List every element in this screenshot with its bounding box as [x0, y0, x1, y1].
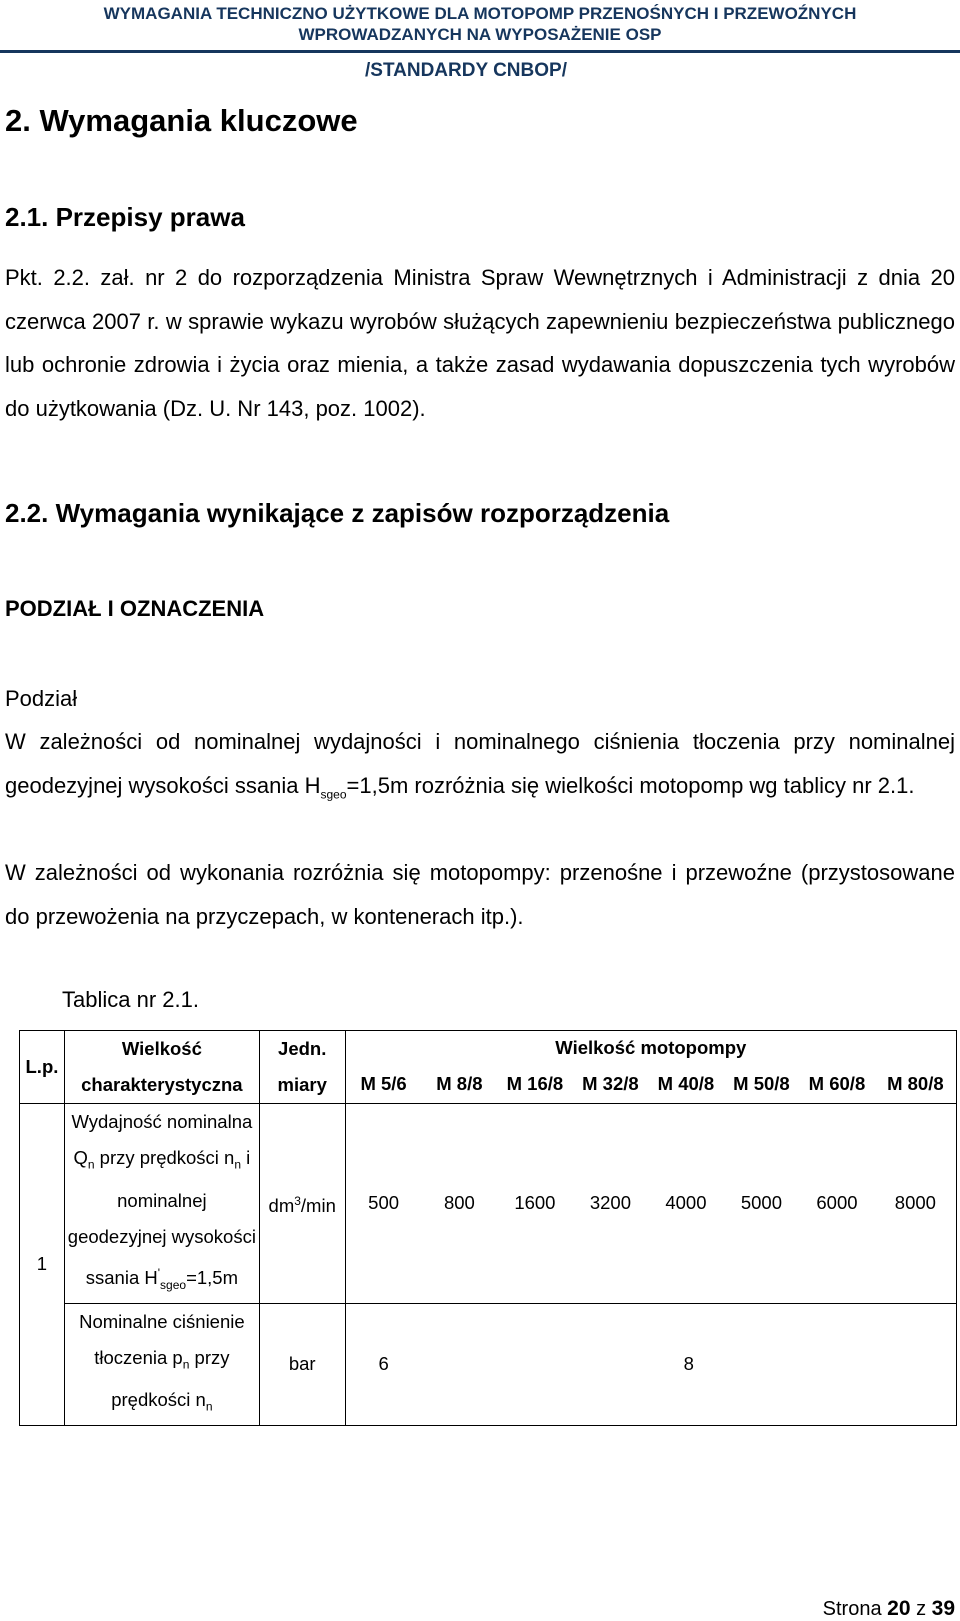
cell-capacity-value: 6000 — [799, 1104, 875, 1304]
pressure-label-b-sub: n — [205, 1399, 213, 1414]
capacity-label-c-sub: sgeo — [160, 1277, 187, 1292]
size-paragraph-text-b: =1,5m rozróżnia się wielkości motopomp wg tablicy nr 2.1. — [346, 772, 915, 798]
header-size-5: M 40/8 — [648, 1066, 724, 1104]
header-size-6: M 50/8 — [724, 1066, 800, 1104]
header-size-1: M 5/6 — [345, 1066, 422, 1104]
header-lp: L.p. — [20, 1031, 65, 1104]
size-paragraph — [5, 720, 955, 816]
pressure-label-a-sub: n — [182, 1357, 190, 1372]
capacity-label-c: i nominalnej geodezyjnej wysokości ssania H — [67, 1147, 256, 1288]
capacity-label-c-sup: ' — [157, 1265, 161, 1280]
cell-capacity-value: 4000 — [648, 1104, 724, 1304]
cell-capacity-unit — [259, 1104, 345, 1304]
page-of: z — [916, 1598, 927, 1620]
section-title: 2. Wymagania kluczowe — [5, 103, 358, 138]
capacity-unit-base: dm — [268, 1194, 295, 1216]
header-size-2: M 8/8 — [422, 1066, 498, 1104]
header-divider — [0, 50, 960, 53]
header-title-line1: WYMAGANIA TECHNICZNO UŻYTKOWE DLA MOTOPOMP PRZENOŚNYCH I PRZEWOŹNYCH — [103, 4, 857, 23]
pressure-label-b: przy prędkości n — [111, 1346, 230, 1411]
header-size-8: M 80/8 — [875, 1066, 957, 1104]
cell-capacity-label — [64, 1104, 259, 1304]
header-size-7: M 60/8 — [799, 1066, 875, 1104]
cell-capacity-value: 1600 — [497, 1104, 573, 1304]
capacity-label-a: Wydajność nominalna Q — [71, 1111, 253, 1168]
podzial-label: Podział — [5, 686, 78, 711]
page-number — [823, 1597, 955, 1621]
capacity-label-d: =1,5m — [186, 1266, 238, 1288]
header-standard-label: /STANDARDY CNBOP/ — [365, 60, 567, 81]
header-size-group: Wielkość motopompy — [345, 1031, 956, 1066]
legal-basis-paragraph: Pkt. 2.2. zał. nr 2 do rozporządzenia Ministra Spraw Wewnętrznych i Administracji z dnia 20 czerwca 2007 r. w sprawie wykazu wyrobów służących zapewnieniu bezpieczeństwa publicznego lub ochronie zdrowia i życia oraz mienia, a także zasad wydawania dopuszczenia tych wyrobów do użytkowania (Dz. U. Nr 143, poz. 1002). — [5, 265, 955, 421]
page-current: 20 — [887, 1597, 911, 1620]
header-size-3: M 16/8 — [497, 1066, 573, 1104]
table-row-pressure — [20, 1303, 957, 1425]
table-caption: Tablica nr 2.1. — [62, 987, 199, 1012]
capacity-unit-sup: 3 — [294, 1193, 301, 1208]
subsection-2-2-title: 2.2. Wymagania wynikające z zapisów rozporządzenia — [5, 498, 670, 528]
size-paragraph-text-a: W zależności od nominalnej wydajności i nominalnego ciśnienia tłoczenia przy nominalnej geodezyjnej wysokości ssania H — [5, 729, 955, 798]
capacity-unit-rest: /min — [300, 1194, 336, 1216]
motopump-size-table — [19, 1030, 957, 1426]
cell-pressure-value-m56: 6 — [345, 1303, 422, 1425]
pressure-label-a: Nominalne ciśnienie tłoczenia p — [79, 1310, 245, 1368]
cell-pressure-label — [64, 1303, 259, 1425]
header-quantity: Wielkość charakterystyczna — [64, 1031, 259, 1104]
capacity-label-b-sub: n — [234, 1157, 242, 1172]
cell-capacity-value: 5000 — [724, 1104, 800, 1304]
cell-pressure-value-rest: 8 — [422, 1303, 957, 1425]
page-prefix: Strona — [822, 1598, 882, 1620]
table-header-row-1 — [20, 1031, 957, 1066]
design-paragraph: W zależności od wykonania rozróżnia się motopompy: przenośne i przewoźne (przystosowane do przewożenia na przyczepach, w kontenerach itp.). — [5, 860, 955, 929]
page-total: 39 — [931, 1597, 955, 1620]
cell-capacity-value: 500 — [345, 1104, 422, 1304]
table-row-capacity — [20, 1104, 957, 1304]
subsection-2-1-title: 2.1. Przepisy prawa — [5, 202, 245, 232]
header-unit: Jedn. miary — [259, 1031, 345, 1104]
size-paragraph-sub: sgeo — [320, 786, 347, 801]
capacity-label-a-sub: n — [87, 1157, 95, 1172]
cell-capacity-value: 8000 — [875, 1104, 957, 1304]
division-heading: PODZIAŁ I OZNACZENIA — [5, 596, 265, 621]
cell-capacity-value: 800 — [422, 1104, 498, 1304]
cell-lp: 1 — [20, 1104, 65, 1426]
cell-pressure-unit: bar — [259, 1303, 345, 1425]
header-size-4: M 32/8 — [573, 1066, 649, 1104]
cell-capacity-value: 3200 — [573, 1104, 649, 1304]
header-title-line2: WPROWADZANYCH NA WYPOSAŻENIE OSP — [298, 25, 662, 44]
capacity-label-b: przy prędkości n — [94, 1147, 235, 1168]
